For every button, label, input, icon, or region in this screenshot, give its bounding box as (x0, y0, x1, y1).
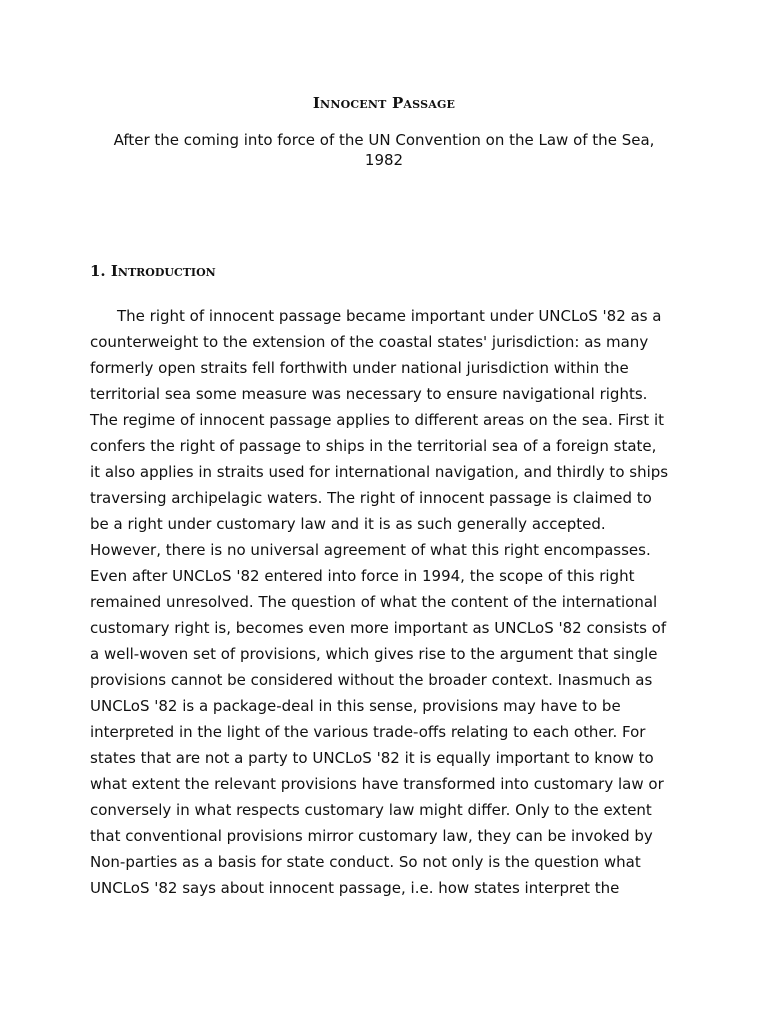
paragraph-line: customary right is, becomes even more important as UNCLoS '82 consists of (90, 619, 667, 637)
paragraph-line: states that are not a party to UNCLoS '82 it is equally important to know to (90, 749, 654, 767)
document-title: Innocent Passage (312, 94, 456, 112)
paragraph-line: that conventional provisions mirror customary law, they can be invoked by (90, 827, 653, 845)
paragraph-line: provisions cannot be considered without the broader context. Inasmuch as (90, 671, 653, 689)
document-subtitle: After the coming into force of the UN Convention on the Law of the Sea, 1982 (113, 131, 655, 169)
paragraph-line: However, there is no universal agreement of what this right encompasses. (90, 541, 651, 559)
paragraph-line: UNCLoS '82 is a package-deal in this sense, provisions may have to be (90, 697, 621, 715)
paragraph-line: Non-parties as a basis for state conduct. So not only is the question what (90, 853, 641, 871)
paragraph-line: UNCLoS '82 says about innocent passage, i.e. how states interpret the (90, 879, 620, 897)
paragraph-line: territorial sea some measure was necessary to ensure navigational rights. (90, 385, 648, 403)
paragraph-line: interpreted in the light of the various trade-offs relating to each other. For (90, 723, 646, 741)
paragraph-line: conversely in what respects customary law might differ. Only to the extent (90, 801, 652, 819)
paragraph-line: traversing archipelagic waters. The right of innocent passage is claimed to (90, 489, 652, 507)
paragraph-line: Even after UNCLoS '82 entered into force in 1994, the scope of this right (90, 567, 635, 585)
paragraph-line: a well-woven set of provisions, which gives rise to the argument that single (90, 645, 658, 663)
section-heading: 1. Introduction (90, 262, 216, 280)
paragraph-line: formerly open straits fell forthwith under national jurisdiction within the (90, 359, 629, 377)
paragraph-line: counterweight to the extension of the coastal states' jurisdiction: as many (90, 333, 649, 351)
paragraph-line: remained unresolved. The question of what the content of the international (90, 593, 658, 611)
paragraph-line: what extent the relevant provisions have transformed into customary law or (90, 775, 664, 793)
paragraph-line: The regime of innocent passage applies to different areas on the sea. First it (90, 411, 665, 429)
paragraph-line: it also applies in straits used for international navigation, and thirdly to ships (90, 463, 669, 481)
paragraph-line: confers the right of passage to ships in the territorial sea of a foreign state, (90, 437, 657, 455)
paragraph-line: The right of innocent passage became important under UNCLoS '82 as a (117, 307, 662, 325)
body-paragraph (90, 303, 678, 901)
paragraph-line: be a right under customary law and it is as such generally accepted. (90, 515, 606, 533)
